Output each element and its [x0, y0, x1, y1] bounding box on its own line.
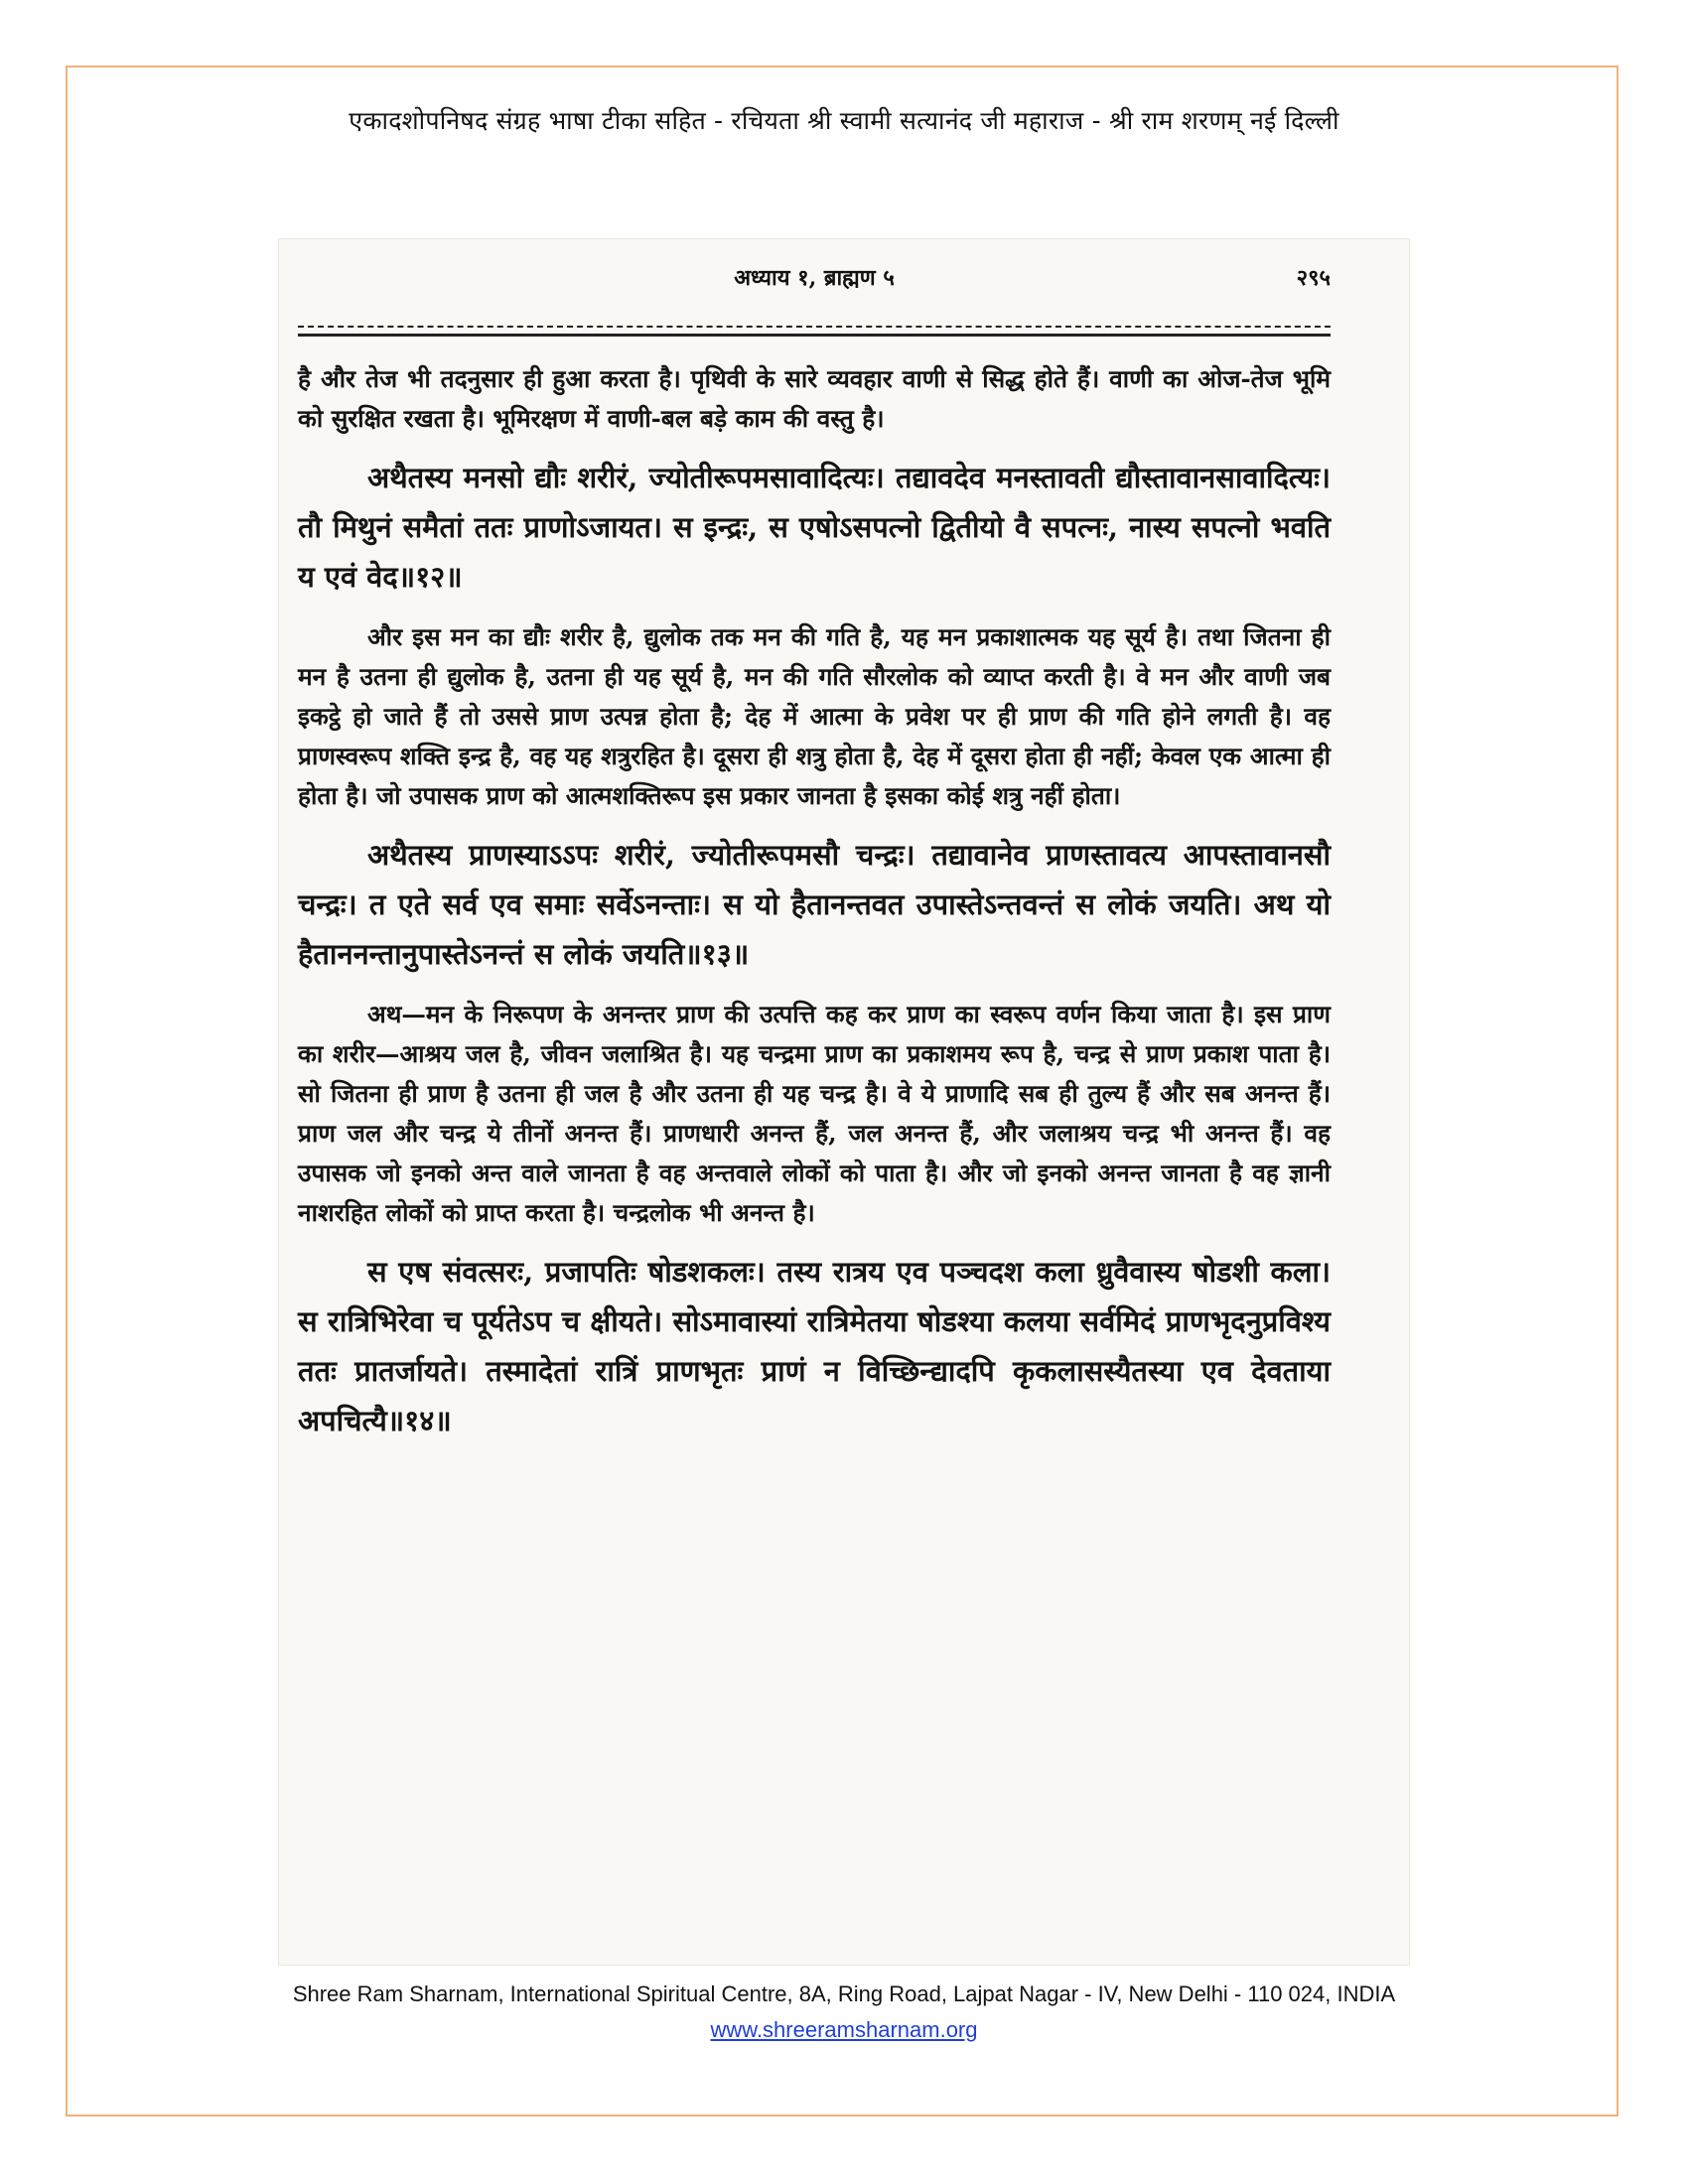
commentary-paragraph: है और तेज भी तदनुसार ही हुआ करता है। पृथिवी के सारे व्यवहार वाणी से सिद्ध होते हैं। वाणी का ओज-तेज भूमि को सुरक्षित रखता है। भूमिरक्षण में वाणी-बल बड़े काम की वस्तु है। — [298, 364, 1331, 433]
verse-12: अथैतस्य मनसो द्यौः शरीरं, ज्योतीरूपमसावादित्यः। तद्यावदेव मनस्तावती द्यौस्तावानसावादित्यः। तौ मिथुनं समैतां ततः प्राणोऽजायत। स इन्द्रः, स एषोऽसपत्नो द्वितीयो वै सपत्नः, नास्य सपत्नो भवति य एवं वेद॥१२॥ — [298, 461, 1331, 594]
website-link[interactable]: www.shreeramsharnam.org — [710, 2017, 978, 2042]
chapter-heading: अध्याय १, ब्राह्मण ५ — [734, 265, 895, 291]
running-head — [298, 262, 1331, 298]
footer-address: Shree Ram Sharnam, International Spiritual Centre, 8A, Ring Road, Lajpat Nagar - IV, New Delhi - 110 024, INDIA — [292, 1981, 1396, 2006]
header-divider-dashed — [298, 326, 1331, 328]
document-header-title: एकादशोपनिषद संग्रह भाषा टीका सहित - रचियता श्री स्वामी सत्यानंद जी महाराज - श्री राम शरणम् नई दिल्ली — [349, 106, 1339, 135]
verse-13: अथैतस्य प्राणस्याऽऽपः शरीरं, ज्योतीरूपमसौ चन्द्रः। तद्यावानेव प्राणस्तावत्य आपस्तावानसौ चन्द्रः। त एते सर्व एव समाः सर्वेऽनन्ताः। स यो हैतानन्तवत उपास्तेऽन्तवन्तं स लोकं जयति। अथ यो हैताननन्तानुपास्तेऽनन्तं स लोकं जयति॥१३॥ — [298, 838, 1331, 971]
verse-14: स एष संवत्सरः, प्रजापतिः षोडशकलः। तस्य रात्रय एव पञ्चदश कला ध्रुवैवास्य षोडशी कला। स रात्रिभिरेवा च पूर्यतेऽप च क्षीयते। सोऽमावास्यां रात्रिमेतया षोडश्या कलया सर्वमिदं प्राणभृदनुप्रविश्य ततः प्रातर्जायते। तस्मादेतां रात्रिं प्राणभृतः प्राणं न विच्छिन्द्यादपि कृकलासस्यैतस्या एव देवताया अपचित्यै॥१४॥ — [298, 1255, 1331, 1437]
footer-website-container — [0, 2017, 1688, 2043]
commentary-paragraph: और इस मन का द्यौः शरीर है, द्युलोक तक मन की गति है, यह मन प्रकाशात्मक यह सूर्य है। तथा जितना ही मन है उतना ही द्युलोक है, उतना ही यह सूर्य है, मन की गति सौरलोक को व्याप्त करती है। वे मन और वाणी जब इकट्ठे हो जाते हैं तो उससे प्राण उत्पन्न होता है; देह में आत्मा के प्रवेश पर ही प्राण की गति होने लगती है। वह प्राणस्वरूप शक्ति इन्द्र है, वह यह शत्रुरहित है। दूसरा ही शत्रु होता है, देह में दूसरा होता ही नहीं; केवल एक आत्मा ही होता है। जो उपासक प्राण को आत्मशक्तिरूप इस प्रकार जानता है इसका कोई शत्रु नहीं होता। — [298, 622, 1331, 810]
page-number: २९५ — [1296, 265, 1331, 291]
commentary-paragraph: अथ—मन के निरूपण के अनन्तर प्राण की उत्पत्ति कह कर प्राण का स्वरूप वर्णन किया जाता है। इस प्राण का शरीर—आश्रय जल है, जीवन जलाश्रित है। यह चन्द्रमा प्राण का प्रकाशमय रूप है, चन्द्र से प्राण प्रकाश पाता है। सो जितना ही प्राण है उतना ही जल है और उतना ही यह चन्द्र है। वे ये प्राणादि सब ही तुल्य हैं और सब अनन्त हैं। प्राण जल और चन्द्र ये तीनों अनन्त हैं। प्राणधारी अनन्त हैं, जल अनन्त हैं, और जलाश्रय चन्द्र भी अनन्त हैं। वह उपासक जो इनको अन्त वाले जानता है वह अन्तवाले लोकों को पाता है। और जो इनको अनन्त जानता है वह ज्ञानी नाशरहित लोकों को प्राप्त करता है। चन्द्रलोक भी अनन्त है। — [298, 1000, 1331, 1227]
header-divider-solid — [298, 334, 1331, 337]
page-body — [298, 359, 1331, 1461]
